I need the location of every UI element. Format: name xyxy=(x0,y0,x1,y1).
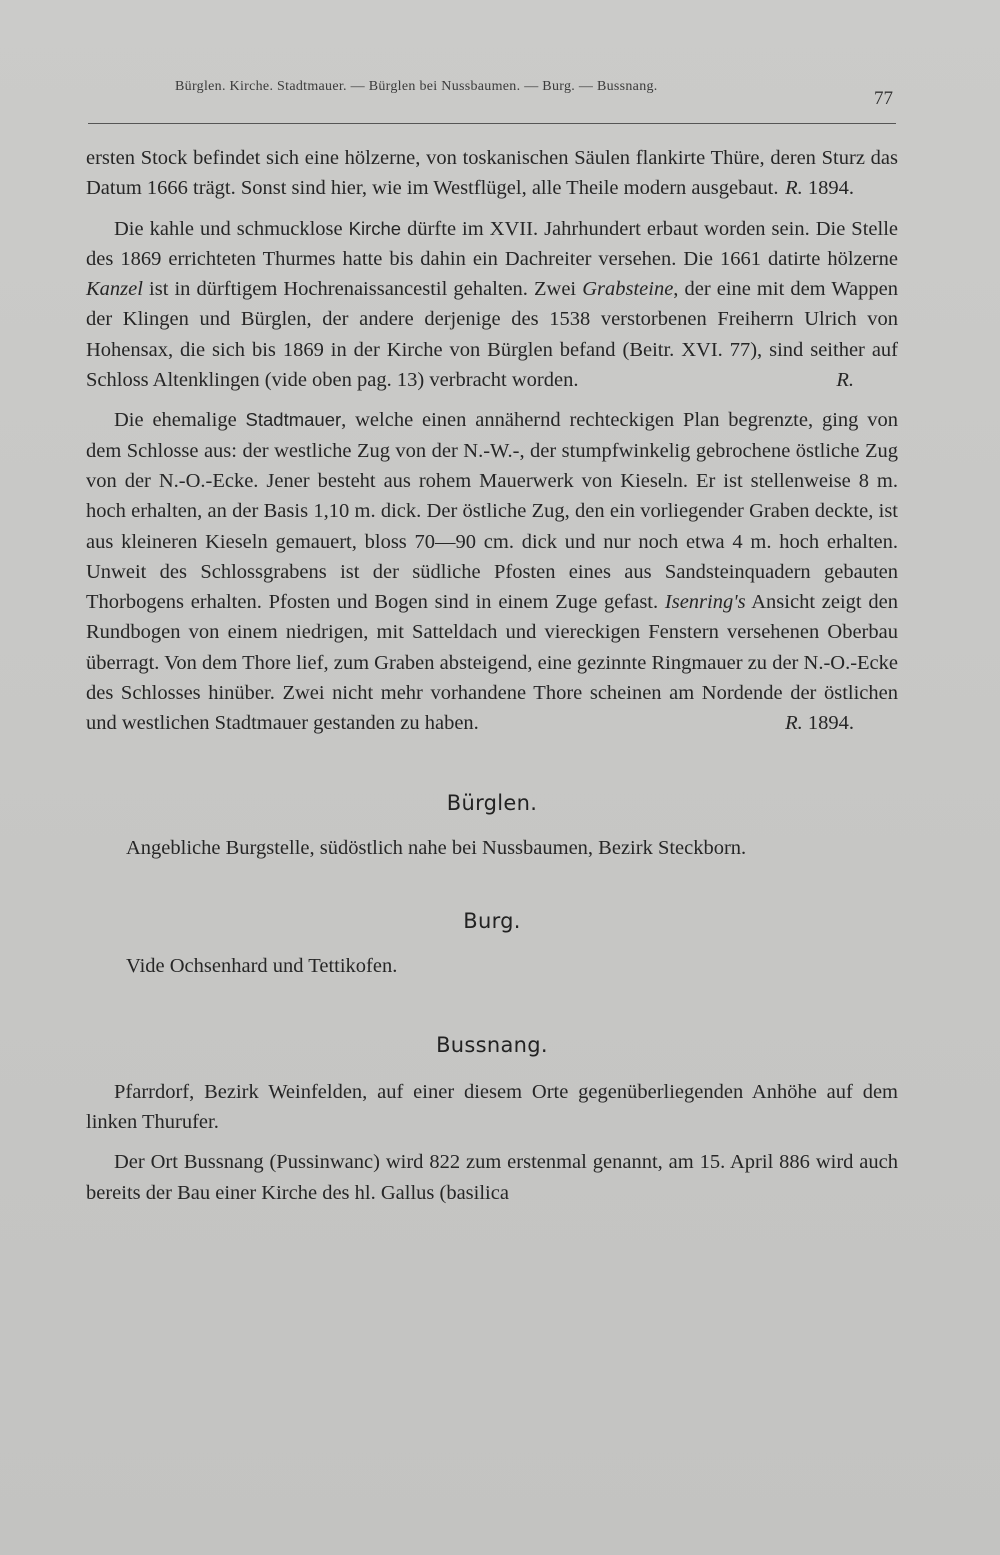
running-head: Bürglen. Kirche. Stadtmauer. — Bürglen bei Nussbaumen. — Burg. — Bussnang. xyxy=(175,79,658,94)
page-number: 77 xyxy=(874,88,893,109)
italic-kanzel: Kanzel xyxy=(86,278,143,301)
signature-initial: R. xyxy=(785,712,803,735)
keyword-stadtmauer: Stadtmauer xyxy=(245,409,342,431)
signature-initial: R. xyxy=(836,369,854,392)
text-run: ist in dürftigem Hochrenaissancestil gehalten. Zwei xyxy=(142,278,583,301)
body-text xyxy=(86,143,898,1218)
text-run: Die kahle und schmucklose xyxy=(114,217,349,240)
text-run: dürfte im XVII. Jahrhundert erbaut worden sein. Die Stelle des 1869 errichteten Thurmes hatte bis dahin ein Dachreiter versehen. Die 1661 datirte hölzerne xyxy=(86,217,898,270)
section-heading-burg: Burg. xyxy=(463,908,521,933)
signature xyxy=(785,173,854,203)
signature-initial: R. xyxy=(785,177,803,200)
section-heading-bussnang: Bussnang. xyxy=(436,1032,548,1057)
paragraph-westfluegel xyxy=(86,143,898,204)
section-heading-burglen: Bürglen. xyxy=(446,790,538,815)
signature xyxy=(808,365,854,395)
text-run: Ansicht zeigt den Rundbogen von einem niedrigen, mit Satteldach und viereckigen Fenstern versehenen Oberbau überragt. Von dem Thore lief, zum Graben absteigend, eine gezinnte Ringmauer zu der N.-O.-Ecke des Schlosses hinüber. Zwei nicht mehr vorhandene Thore scheinen am Nordende der östlichen und westlichen Stadtmauer gestanden zu haben. xyxy=(86,591,898,735)
text-run: , welche einen annähernd rechteckigen Plan begrenzte, ging von dem Schlosse aus: der westliche Zug von der N.-W.-, der stumpfwinkelig gebrochene östliche Zug von der N.-O.-Ecke. Jener besteht aus rohem Mauerwerk von Kieseln. Er ist stellenweise 8 m. hoch erhalten, an der Basis 1,10 m. dick. Der östliche Zug, den ein vorliegender Graben deckte, ist aus kleineren Kieseln gemauert, bloss 70—90 cm. dick und nur noch etwa 4 m. hoch erhalten. Unweit des Schlossgrabens ist der südliche Pfosten eines aus Sandsteinquadern gebauten Thorbogens erhalten. Pfosten und Bogen sind in einem Zuge gefast. xyxy=(86,409,898,614)
section-burglen-text: Angebliche Burgstelle, südöstlich nahe bei Nussbaumen, Bezirk Steckborn. xyxy=(126,836,747,859)
italic-isenrings: Isenring's xyxy=(664,591,746,614)
italic-grabsteine: Grabsteine xyxy=(582,278,674,301)
paragraph-bussnang-2: Der Ort Bussnang (Pussinwanc) wird 822 zum erstenmal genannt, am 15. April 886 wird auch bereits der Bau einer Kirche des hl. Gallus (basilica xyxy=(86,1151,898,1204)
signature-year: 1894. xyxy=(807,177,854,200)
section-burg-text: Vide Ochsenhard und Tettikofen. xyxy=(126,954,398,977)
signature-year: 1894. xyxy=(807,712,854,735)
paragraph-text: ersten Stock befindet sich eine hölzerne, von toskanischen Säulen flankirte Thüre, deren Sturz das Datum 1666 trägt. Sonst sind hier, wie im Westflügel, alle Theile modern ausgebaut. xyxy=(86,147,898,200)
paragraph-stadtmauer xyxy=(86,405,898,738)
paragraph-kirche xyxy=(86,214,898,396)
keyword-kirche: Kirche xyxy=(348,217,402,239)
text-run: , der eine mit dem Wappen der Klingen und Bürglen, der andere derjenige des 1538 verstorbenen Freiherrn Ulrich von Hohensax, die sich bis 1869 in der Kirche von Bürglen befand (Beitr. XVI. 77), sind seither auf Schloss Altenklingen (vide oben pag. 13) verbracht worden. xyxy=(86,278,898,392)
paragraph-bussnang-1: Pfarrdorf, Bezirk Weinfelden, auf einer diesem Orte gegenüberliegenden Anhöhe auf dem linken Thurufer. xyxy=(86,1080,898,1133)
header-rule xyxy=(88,123,896,124)
text-run: Die ehemalige xyxy=(114,409,246,432)
signature xyxy=(757,708,854,738)
